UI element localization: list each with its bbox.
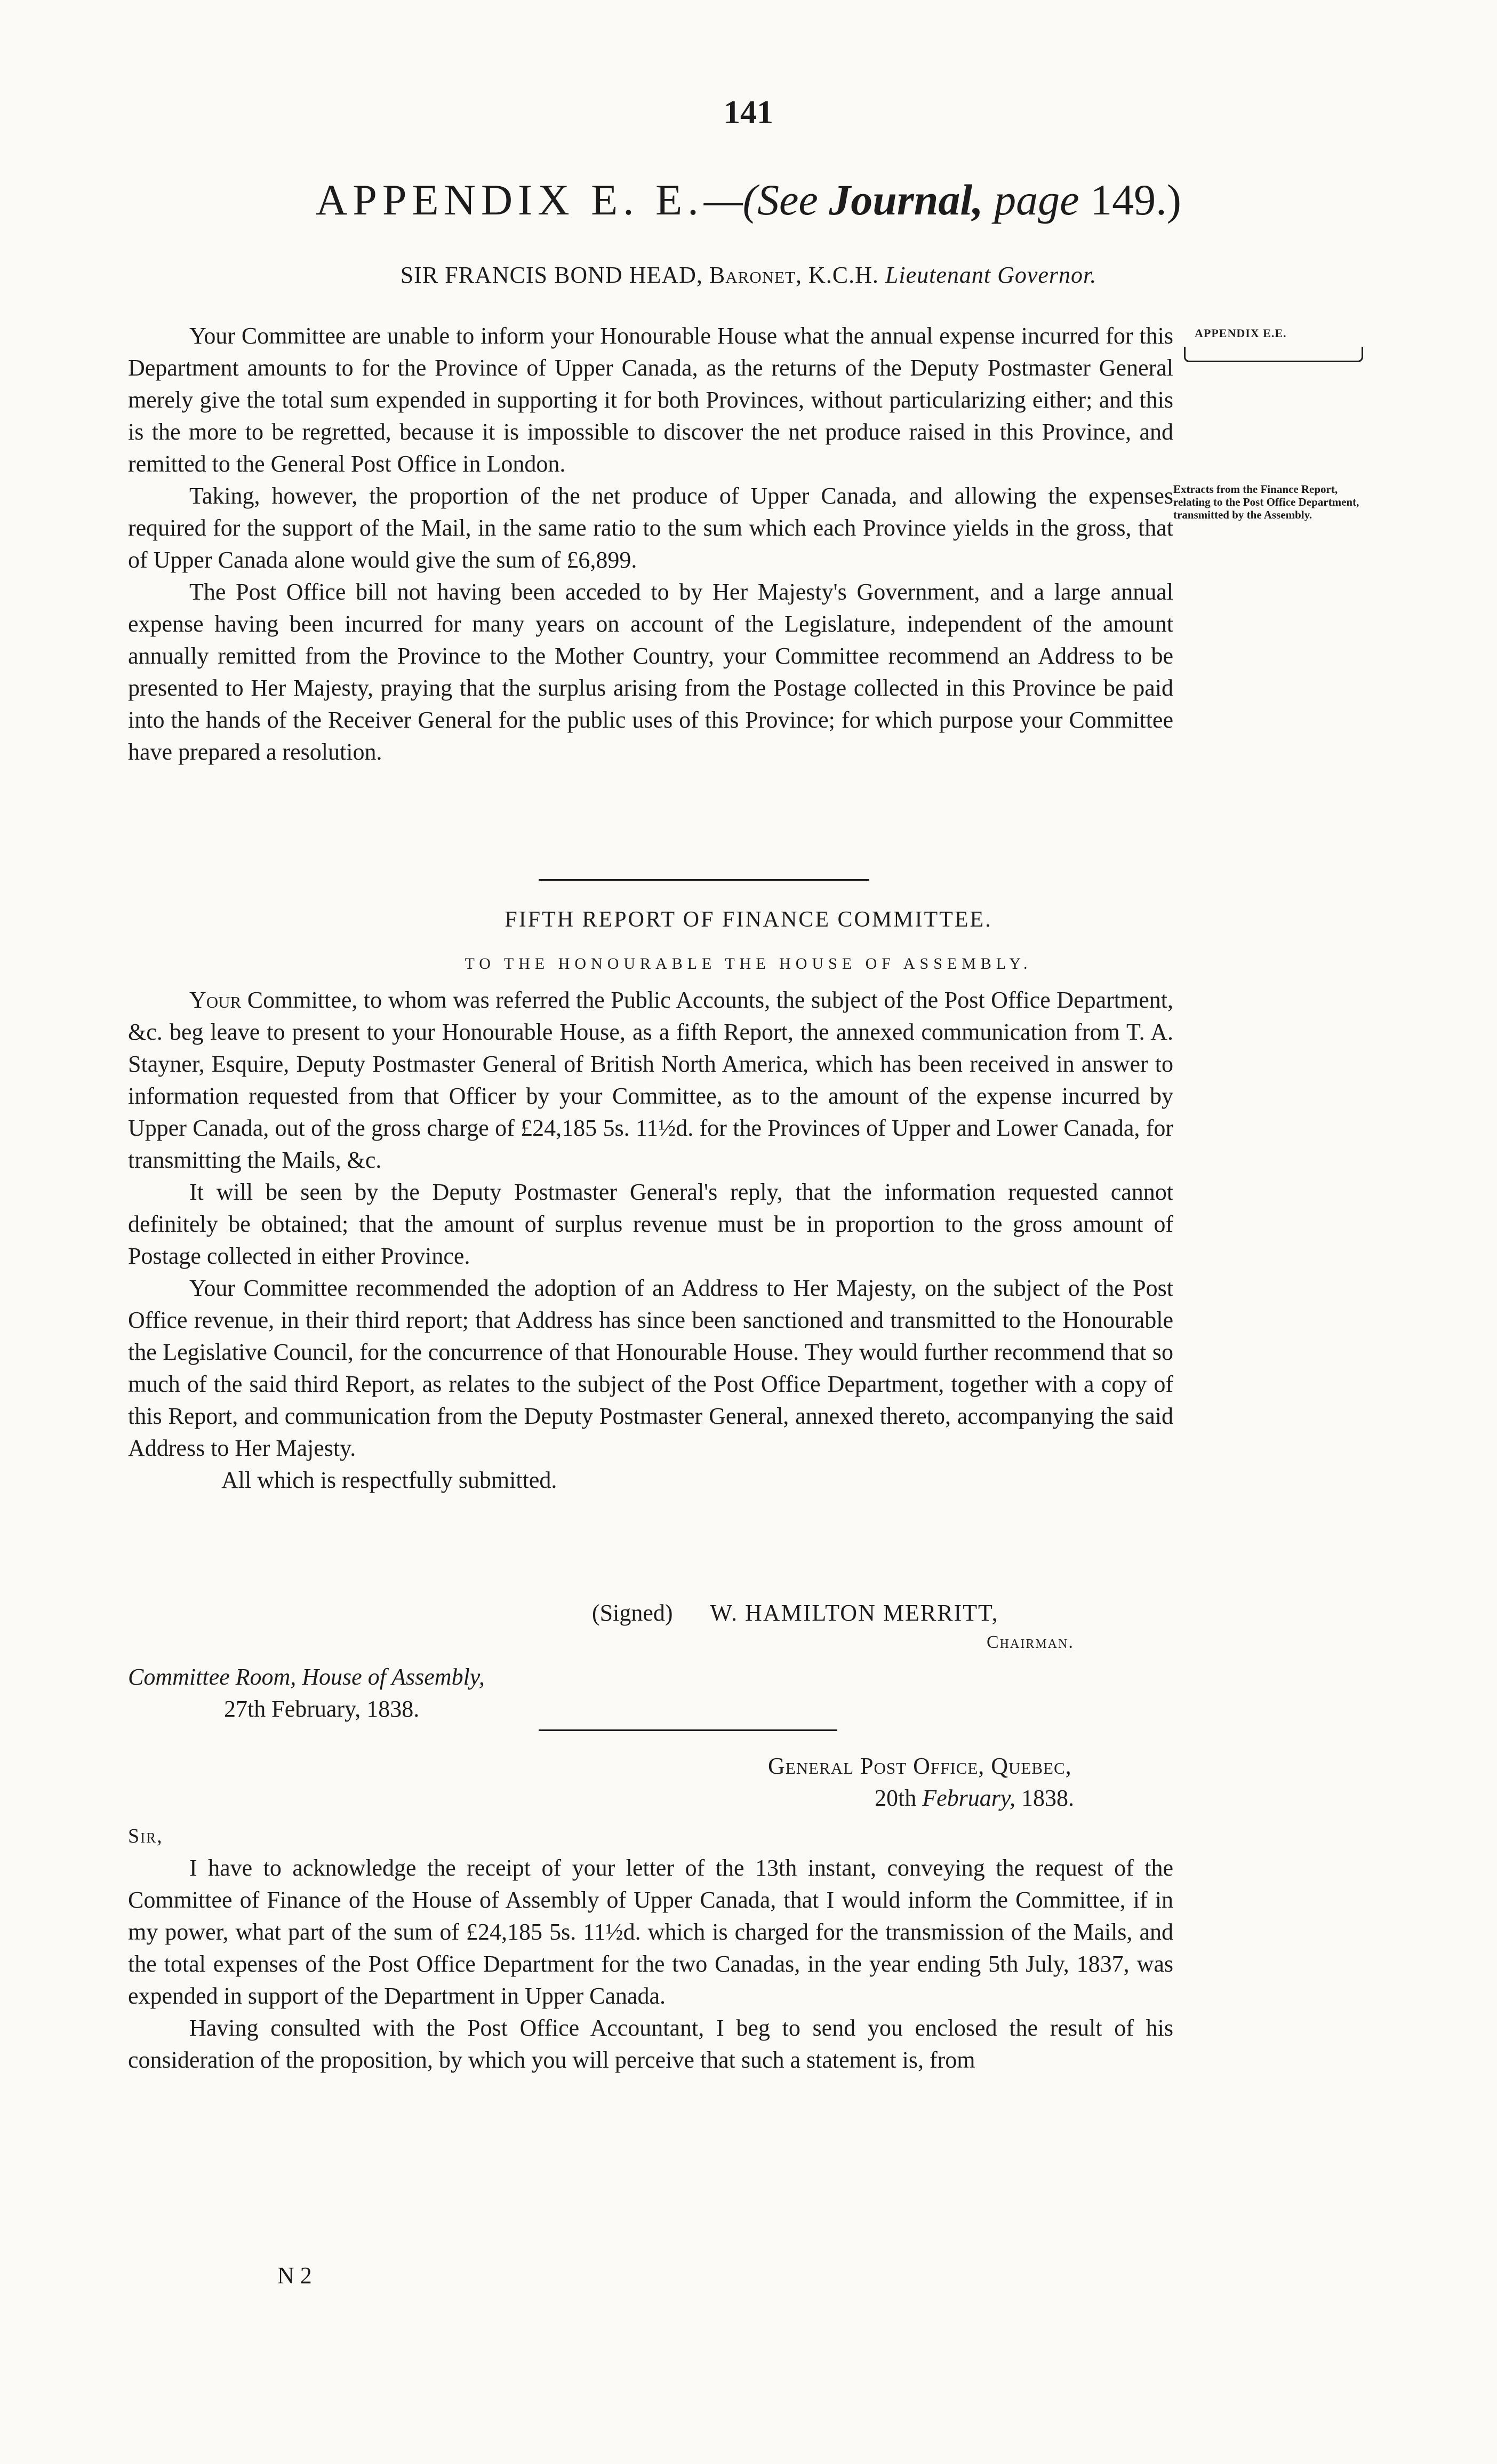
report-place: Committee Room, House of Assembly,	[128, 1664, 485, 1690]
letter-office: General Post Office, Quebec,	[768, 1753, 1072, 1779]
paragraph: The Post Office bill not having been acceded to by Her Majesty's Government, and a large annual expense having been incurred for many years on account of the Legislature, independent of the amount annually remitted from the Province to the Mother Country, your Committee recommend an Address to be presented to Her Majesty, praying that the surplus arising from the Postage collected in this Province be paid into the hands of the Receiver General for the public uses of this Province; for which purpose your Committee have prepared a resolution.	[128, 579, 1173, 765]
letter-date-year: 1838.	[1015, 1785, 1074, 1811]
paragraph-text: Committee, to whom was referred the Public Accounts, the subject of the Post Office Department, &c. beg leave to present to your Honourable House, as a fifth Report, the annexed communication from T. A. Stayner, Esquire, Deputy Postmaster General of British North America, which has been received in answer to information requested from that Officer by your Committee, as to the amount of the expense incurred by Upper Canada, out of the gross charge of £24,185 5s. 11½d. for the Provinces of Upper and Lower Canada, for transmitting the Mails, &c.	[128, 987, 1173, 1173]
signature-line	[592, 1599, 1179, 1626]
journal-ref-see: See	[757, 176, 829, 224]
section-letter	[128, 1852, 1173, 2076]
paragraph: It will be seen by the Deputy Postmaster General's reply, that the information requested cannot definitely be obtained; that the amount of surplus revenue must be in proportion to the gross amount of Postage collected in either Province.	[128, 1179, 1173, 1269]
appendix-heading: APPENDIX E. E.	[316, 176, 704, 224]
governor-honour: , K.C.H.	[795, 262, 885, 288]
section-fifth-report	[128, 984, 1173, 1496]
letter-date	[875, 1784, 1074, 1812]
signatory-title: Chairman.	[987, 1632, 1074, 1652]
margin-brace	[1184, 347, 1363, 362]
signature-mark: N 2	[277, 2262, 312, 2288]
report-title: FIFTH REPORT OF FINANCE COMMITTEE.	[505, 907, 992, 932]
journal-ref-number: 149.)	[1090, 176, 1181, 224]
governor-rank: Baronet	[709, 262, 796, 288]
report-addressee: TO THE HONOURABLE THE HOUSE OF ASSEMBLY.	[465, 955, 1032, 972]
page-number: 141	[724, 94, 773, 131]
paragraph: Your Committee recommended the adoption of an Address to Her Majesty, on the subject of the Post Office revenue, in their third report; that Address has since been sanctioned and transmitted to the Honourable the Legislative Council, for the concurrence of that Honourable House. They would further recommend that so much of the said third Report, as relates to the subject of the Post Office Department, together with a copy of this Report, and communication from the Deputy Postmaster General, annexed thereto, accompanying the said Address to Her Majesty.	[128, 1275, 1173, 1461]
letter-date-day: 20th	[875, 1785, 923, 1811]
journal-ref-page: page	[983, 176, 1091, 224]
paragraph: Having consulted with the Post Office Accountant, I beg to send you enclosed the result of his consideration of the proposition, by which you will perceive that such a statement is, from	[128, 2015, 1173, 2073]
paragraph: Taking, however, the proportion of the net produce of Upper Canada, and allowing the expenses required for the support of the Mail, in the same ratio to the sum which each Province yields in the gross, that of Upper Canada alone would give the sum of £6,899.	[128, 483, 1173, 573]
first-word: Your	[189, 987, 242, 1013]
journal-ref-open: —(	[703, 176, 757, 224]
letter-salutation: Sir,	[128, 1825, 163, 1847]
margin-note-extracts: Extracts from the Finance Report, relating to the Post Office Department, transmitted by the Assembly.	[1173, 483, 1359, 521]
appendix-title	[0, 176, 1497, 224]
governor-line	[0, 261, 1497, 289]
margin-note-appendix: APPENDIX E.E.	[1195, 326, 1287, 340]
governor-name: SIR FRANCIS BOND HEAD,	[400, 262, 709, 288]
journal-ref-journal: Journal,	[829, 176, 983, 224]
governor-office: Lieutenant Governor.	[885, 262, 1097, 288]
signatory-name: W. HAMILTON MERRITT,	[710, 1600, 999, 1626]
paragraph: Your Committee are unable to inform your Honourable House what the annual expense incurred for this Department amounts to for the Province of Upper Canada, as the returns of the Deputy Postmaster General merely give the total sum expended in supporting it for both Provinces, without particularizing either; and this is the more to be regretted, because it is impossible to discover the net produce raised in this Province, and remitted to the General Post Office in London.	[128, 323, 1173, 477]
paragraph: I have to acknowledge the receipt of your letter of the 13th instant, conveying the request of the Committee of Finance of the House of Assembly of Upper Canada, that I would inform the Committee, if in my power, what part of the sum of £24,185 5s. 11½d. which is charged for the transmission of the Mails, and the total expenses of the Post Office Department for the two Canadas, in the year ending 5th July, 1837, was expended in support of the Department in Upper Canada.	[128, 1855, 1173, 2009]
section-finance-extract	[128, 320, 1173, 768]
report-date: 27th February, 1838.	[224, 1696, 420, 1722]
paragraph: All which is respectfully submitted.	[221, 1467, 557, 1493]
divider-rule	[539, 1729, 837, 1731]
signed-label: (Signed)	[592, 1600, 673, 1626]
letter-date-month: February,	[922, 1785, 1015, 1811]
paragraph	[128, 984, 1173, 1176]
divider-rule	[539, 879, 869, 881]
